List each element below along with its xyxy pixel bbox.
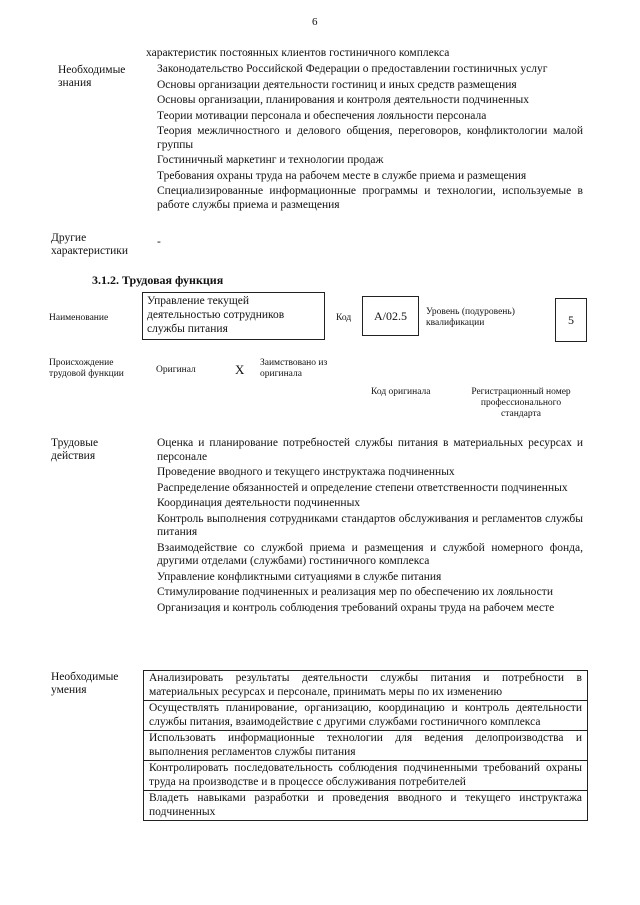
knowledge-label: Необходимые знания (58, 64, 126, 89)
level-box (555, 298, 587, 342)
other-value: - (157, 236, 161, 248)
original-mark: X (235, 362, 245, 377)
knowledge-item: Гостиничный маркетинг и технологии продаж (157, 154, 384, 166)
name-label: Наименование (49, 313, 109, 323)
section-title: 3.1.2. Трудовая функция (92, 273, 224, 287)
knowledge-item: Требования охраны труда на рабочем месте в службе приема и размещения (157, 169, 527, 182)
skill-item: Владеть навыками разработки и проведения вводного и текущего инструктажа подчиненных (149, 792, 582, 818)
skill-item: Контролировать последовательность соблюдения подчиненными требований охраны труда на производстве и в процессе обслуживания потребителей (144, 761, 587, 791)
knowledge-list (157, 63, 583, 214)
page-number: 6 (312, 16, 318, 28)
level-label: Уровень (подуровень) квалификации (426, 307, 515, 328)
knowledge-item: Специализированные информационные программы и технологии, используемые в работе службы приема и размещения (157, 185, 583, 211)
borrowed-label: Заимствовано из оригинала (260, 358, 328, 379)
actions-list (157, 437, 583, 617)
knowledge-item: Законодательство Российской Федерации о предоставлении гостиничных услуг (157, 63, 548, 75)
original-label: Оригинал (156, 365, 196, 375)
skill-item: Анализировать результаты деятельности службы питания и потребности в материальных ресурсах и персонале, принимать меры по их изменению (144, 671, 587, 701)
action-item: Распределение обязанностей и определение степени ответственности подчиненных (157, 481, 568, 494)
action-item: Координация деятельности подчиненных (157, 497, 361, 509)
name-box (142, 292, 325, 340)
action-item: Управление конфликтными ситуациями в службе питания (157, 570, 442, 583)
skill-item: Использовать информационные технологии для ведения делопроизводства и выполнения регламентов службы питания (144, 731, 587, 761)
action-item: Оценка и планирование потребностей службы питания в материальных ресурсах и персонале (157, 437, 583, 463)
knowledge-item: Теория межличностного и делового общения, переговоров, конфликтологии малой группы (157, 125, 583, 151)
actions-label: Трудовые действия (51, 437, 99, 462)
level-value: 5 (568, 313, 574, 327)
knowledge-continuation: характеристик постоянных клиентов гостиничного комплекса (146, 47, 450, 59)
reg-number-label: Регистрационный номер профессионального стандарта (471, 387, 571, 419)
knowledge-item: Теории мотивации персонала и обеспечения лояльности персонала (157, 109, 487, 122)
origin-label: Происхождение трудовой функции (49, 358, 124, 379)
code-box (362, 296, 419, 336)
knowledge-item: Основы организации, планирования и контроля деятельности подчиненных (157, 94, 529, 106)
action-item: Стимулирование подчиненных и реализация мер по обеспечению их лояльности (157, 586, 553, 598)
code-value: A/02.5 (374, 309, 407, 323)
name-value: Управление текущей деятельностью сотрудников службы питания (147, 295, 285, 335)
other-label: Другие характеристики (51, 232, 129, 257)
code-label: Код (336, 313, 352, 323)
skills-label: Необходимые умения (51, 671, 119, 696)
action-item: Взаимодействие со службой приема и размещения и службой номерного фонда, другими отделами (службами) гостиничного комплекса (157, 541, 583, 567)
skill-item: Осуществлять планирование, организацию, координацию и контроль деятельности службы питания, взаимодействие с другими службами гостиничного комплекса (144, 701, 587, 731)
action-item: Организация и контроль соблюдения требований охраны труда на рабочем месте (157, 601, 555, 614)
knowledge-item: Основы организации деятельности гостиниц и иных средств размещения (157, 78, 517, 91)
action-item: Контроль выполнения сотрудниками стандартов обслуживания и регламентов службы питания (157, 512, 583, 538)
code-original-label: Код оригинала (371, 387, 431, 397)
action-item: Проведение вводного и текущего инструктажа подчиненных (157, 466, 455, 478)
skills-table (143, 670, 588, 821)
